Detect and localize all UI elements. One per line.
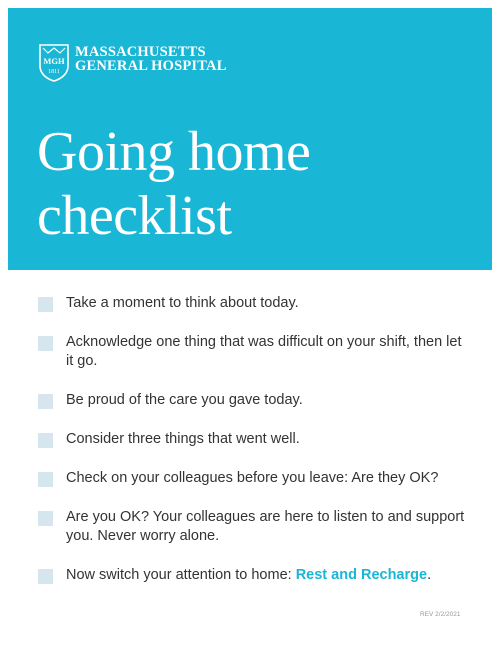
checkbox[interactable] (38, 433, 53, 448)
hospital-name-line2: GENERAL HOSPITAL (75, 58, 227, 74)
hospital-name (75, 45, 227, 73)
checklist-item-text: Be proud of the care you gave today. (66, 392, 303, 408)
checklist-item-text-suffix: . (427, 567, 432, 583)
checklist-item (38, 566, 466, 585)
header-banner (8, 8, 492, 270)
checklist-item (38, 508, 466, 546)
checkbox[interactable] (38, 472, 53, 487)
mgh-logo (39, 44, 227, 82)
shield-text-top: MGH (43, 56, 65, 66)
checklist-item (38, 430, 466, 449)
hospital-name-line1: MASSACHUSETTS (75, 44, 206, 60)
checklist-item (38, 294, 466, 313)
checkbox[interactable] (38, 297, 53, 312)
title-line-2: checklist (37, 185, 232, 247)
revision-note: REV 2/2/2021 (420, 611, 461, 618)
mgh-shield-icon (39, 44, 69, 82)
checklist-item-text: Acknowledge one thing that was difficult on your shift, then let it go. (66, 334, 462, 369)
page-title (37, 120, 310, 248)
title-line-1: Going home (37, 121, 311, 183)
checklist-item-text: Take a moment to think about today. (66, 295, 299, 311)
checkbox[interactable] (38, 511, 53, 526)
checkbox[interactable] (38, 394, 53, 409)
checklist-item-text: Are you OK? Your colleagues are here to listen to and support you. Never worry alone. (66, 509, 465, 544)
checklist-item-text: Consider three things that went well. (66, 431, 300, 447)
checklist-item (38, 469, 466, 488)
checklist-item (38, 391, 466, 410)
checklist-item-text (66, 566, 466, 585)
checkbox[interactable] (38, 336, 53, 351)
checklist-item (38, 333, 466, 371)
checkbox[interactable] (38, 569, 53, 584)
checklist-item-text: Check on your colleagues before you leave: Are they OK? (66, 470, 439, 486)
rest-and-recharge-highlight: Rest and Recharge (295, 567, 428, 583)
shield-text-bottom: 1811 (48, 69, 60, 75)
checklist-item-text-lead: Now switch your attention to home: (66, 567, 296, 583)
